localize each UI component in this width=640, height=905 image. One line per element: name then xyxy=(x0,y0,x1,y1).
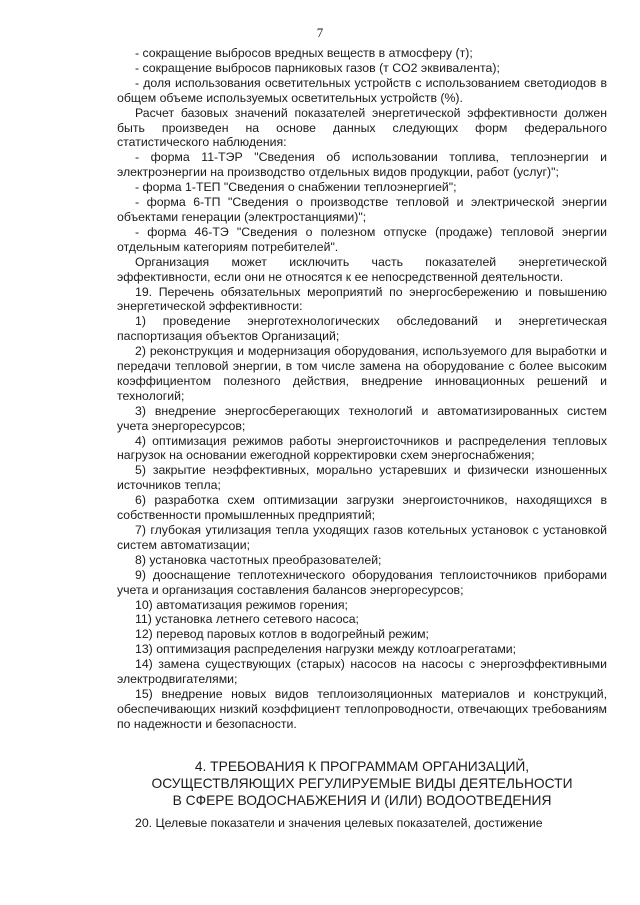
paragraph: - доля использования осветительных устройств с использованием светодиодов в общем объеме используемых осветительных устройств (%). xyxy=(117,75,607,105)
paragraph: - форма 11-ТЭР "Сведения об использовании топлива, теплоэнергии и электроэнергии на производство отдельных видов продукции, работ (услуг)"; xyxy=(117,150,607,180)
paragraph: - форма 1-ТЕП "Сведения о снабжении теплоэнергией"; xyxy=(135,180,457,195)
paragraph: Расчет базовых значений показателей энергетической эффективности должен быть произведен на основе данных следующих форм федерального статистического наблюдения: xyxy=(117,105,607,150)
list-item: 12) перевод паровых котлов в водогрейный режим; xyxy=(135,627,429,642)
body-text xyxy=(117,46,607,732)
paragraph: - форма 46-ТЭ "Сведения о полезном отпуске (продаже) тепловой энергии отдельным категориям потребителей". xyxy=(117,224,607,254)
list-item: 1) проведение энерготехнологических обследований и энергетическая паспортизация объектов Организаций; xyxy=(117,314,607,344)
section-heading-line: 4. ТРЕБОВАНИЯ К ПРОГРАММАМ ОРГАНИЗАЦИЙ, xyxy=(194,759,530,774)
list-item: 4) оптимизация режимов работы энергоисточников и распределения тепловых нагрузок на основании ежегодной корректировки схем энергоснабжения; xyxy=(117,433,607,463)
list-item: 14) замена существующих (старых) насосов на насосы с энергоэффективными электродвигателями; xyxy=(117,657,607,687)
list-item: 15) внедрение новых видов теплоизоляционных материалов и конструкций, обеспечивающих низкий коэффициент теплопроводности, отвечающих требованиям по надежности и безопасности. xyxy=(117,686,607,731)
section-heading xyxy=(117,758,607,809)
list-item: 6) разработка схем оптимизации загрузки энергоисточников, находящихся в собственности промышленных предприятий; xyxy=(117,493,607,523)
paragraph: 19. Перечень обязательных мероприятий по энергосбережению и повышению энергетической эффективности: xyxy=(117,284,607,314)
list-item: 8) установка частотных преобразователей; xyxy=(135,552,382,567)
list-item: 2) реконструкция и модернизация оборудования, используемого для выработки и передачи тепловой энергии, в том числе замена на оборудование с более высоким коэффициентом полезного действия, внедрение инновационных решений и технологий; xyxy=(117,344,607,403)
list-item: 7) глубокая утилизация тепла уходящих газов котельных установок с установкой систем автоматизации; xyxy=(117,523,607,552)
list-item: 10) автоматизация режимов горения; xyxy=(135,597,348,612)
paragraph: Организация может исключить часть показателей энергетической эффективности, если они не относятся к ее непосредственной деятельности. xyxy=(117,254,607,284)
paragraph: - сокращение выбросов парниковых газов (т CO2 эквивалента); xyxy=(135,60,500,75)
list-item: 5) закрытие неэффективных, морально устаревших и физически изношенных источников тепла; xyxy=(117,463,607,493)
paragraph: - форма 6-ТП "Сведения о производстве тепловой и электрической энергии объектами генерации (электростанциями)"; xyxy=(117,195,607,224)
paragraph: - сокращение выбросов вредных веществ в атмосферу (т); xyxy=(135,46,473,60)
section-heading-line: В СФЕРЕ ВОДОСНАБЖЕНИЯ И (ИЛИ) ВОДООТВЕДЕНИЯ xyxy=(172,793,552,808)
page-number: 7 xyxy=(316,25,324,40)
list-item: 3) внедрение энергосберегающих технологий и автоматизированных систем учета энергоресурсов; xyxy=(117,403,607,433)
list-item: 9) дооснащение теплотехнического оборудования теплоисточников приборами учета и организация составления балансов энергоресурсов; xyxy=(117,567,607,597)
list-item: 13) оптимизация распределения нагрузки между котлоагрегатами; xyxy=(135,642,517,657)
section-heading-line: ОСУЩЕСТВЛЯЮЩИХ РЕГУЛИРУЕМЫЕ ВИДЫ ДЕЯТЕЛЬНОСТИ xyxy=(151,776,573,791)
paragraph: 20. Целевые показатели и значения целевых показателей, достижение xyxy=(135,816,543,830)
list-item: 11) установка летнего сетевого насоса; xyxy=(135,612,359,627)
